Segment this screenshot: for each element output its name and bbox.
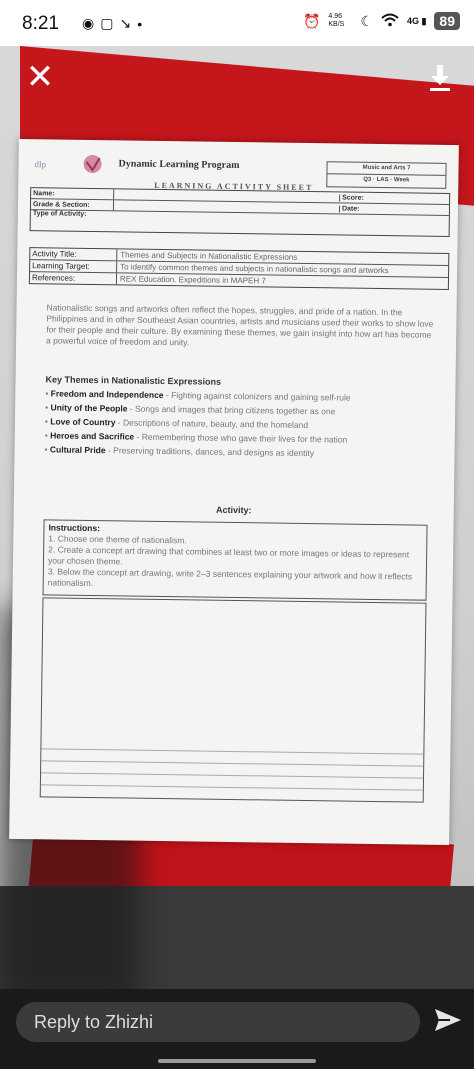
writing-line xyxy=(41,772,423,778)
theme-desc: - Remembering those who gave their lives for the nation xyxy=(134,431,348,445)
theme-desc: - Preserving traditions, dances, and designs as identity xyxy=(105,445,315,459)
alarm-icon: ⏰ xyxy=(302,12,321,29)
theme-name: Cultural Pride xyxy=(49,444,106,456)
instructions-box xyxy=(43,519,428,600)
grade-box xyxy=(326,161,446,189)
theme-name: Heroes and Sacrifice xyxy=(50,430,135,442)
download-icon xyxy=(424,62,456,94)
writing-line xyxy=(41,784,423,790)
grade-box-line2: Q3 · LAS · Week xyxy=(363,176,410,184)
instructions-heading: Instructions: xyxy=(48,522,101,534)
window-icon: ▢ xyxy=(100,15,114,31)
wifi-icon xyxy=(381,13,399,30)
system-icons xyxy=(303,12,460,30)
list-item: • Freedom and Independence - Fighting against colonizers and gaining self-rule xyxy=(45,388,351,403)
image-viewer[interactable] xyxy=(0,46,474,989)
status-time: 8:21 xyxy=(22,13,59,34)
signal-icon: 4G ▮ xyxy=(406,15,427,26)
notification-icons xyxy=(82,15,142,32)
messenger-icon: ◉ xyxy=(82,15,95,31)
drawing-area xyxy=(40,597,427,802)
grade-box-line1: Music and Arts 7 xyxy=(327,162,445,176)
score-group xyxy=(339,194,449,203)
list-item: • Cultural Pride - Preserving traditions, dances, and designs as identity xyxy=(44,444,315,459)
svg-text:dlp: dlp xyxy=(34,159,47,170)
writing-line xyxy=(41,748,423,754)
worksheet-photo xyxy=(9,139,459,845)
moon-icon: ☾ xyxy=(360,12,373,29)
dot-icon: • xyxy=(137,15,143,32)
status-bar xyxy=(0,0,474,46)
table-value: To identify common themes and subjects in nationalistic songs and artworks xyxy=(120,262,389,276)
date-cell xyxy=(380,206,449,207)
table-value: Themes and Subjects in Nationalistic Expressions xyxy=(120,250,298,262)
send-icon xyxy=(432,1004,464,1036)
theme-desc: - Fighting against colonizers and gaining self-rule xyxy=(163,390,351,403)
themes-list xyxy=(44,388,437,463)
table-value: REX Education. Expeditions in MAPEH 7 xyxy=(119,274,266,286)
instruction-step: 1. Choose one theme of nationalism. xyxy=(48,533,187,546)
network-type: 4G xyxy=(406,15,419,26)
program-title: Dynamic Learning Program xyxy=(118,158,240,172)
close-button[interactable] xyxy=(24,58,56,96)
activity-info-table xyxy=(29,247,449,290)
activity-heading: Activity: xyxy=(215,504,252,516)
student-info-form xyxy=(30,187,451,237)
net-speed: 4.96 KB/S xyxy=(328,13,345,28)
score-label: Score: xyxy=(339,194,380,202)
worksheet-header xyxy=(26,145,451,193)
theme-name: Love of Country xyxy=(50,416,116,428)
missed-call-icon: ↘ xyxy=(119,15,132,31)
send-button[interactable] xyxy=(432,1004,464,1036)
sheet-title: LEARNING ACTIVITY SHEET xyxy=(154,180,314,193)
date-group xyxy=(339,205,449,214)
date-label: Date: xyxy=(339,205,380,213)
theme-name: Freedom and Independence xyxy=(50,388,164,401)
list-item: • Love of Country - Descriptions of nature, beauty, and the homeland xyxy=(44,416,309,431)
school-logo-icon xyxy=(30,149,110,180)
table-label: Activity Title: xyxy=(30,248,117,260)
list-item: • Heroes and Sacrifice - Remembering those who gave their lives for the nation xyxy=(44,430,348,445)
instruction-step: 2. Create a concept art drawing that combines at least two or more images or ideas to represent your chosen theme. xyxy=(47,544,410,567)
instruction-step: 3. Below the concept art drawing, write 2–3 sentences explaining your artwork and how it reflects nationalism. xyxy=(47,566,413,589)
score-cell xyxy=(380,195,449,196)
intro-paragraph: Nationalistic songs and artworks often reflect the hopes, struggles, and pride of a nation. In the Philippines and in other Southeast Asian countries, artists and musicians used their works to show love for their people and their culture. By examining these themes, we gain insight into how art has become a powerful voice of freedom and unity. xyxy=(46,302,434,348)
list-item: • Unity of the People - Songs and images that bring citizens together as one xyxy=(45,402,336,417)
name-label: Name: xyxy=(33,189,55,197)
close-icon: ✕ xyxy=(25,58,55,96)
grade-label: Grade & Section: xyxy=(32,200,90,209)
table-label: References: xyxy=(30,272,117,284)
theme-desc: - Descriptions of nature, beauty, and the homeland xyxy=(115,417,309,431)
gesture-nav-bar[interactable] xyxy=(158,1059,316,1063)
theme-name: Unity of the People xyxy=(50,402,128,414)
reply-bar xyxy=(0,989,474,1069)
themes-heading: Key Themes in Nationalistic Expressions xyxy=(45,374,222,387)
table-label: Learning Target: xyxy=(30,260,117,272)
type-cell xyxy=(113,211,449,236)
writing-line xyxy=(41,760,423,766)
reply-input[interactable]: Reply to Zhizhi xyxy=(16,1002,420,1042)
theme-desc: - Songs and images that bring citizens together as one xyxy=(127,403,336,417)
battery-icon: 89 xyxy=(434,12,460,30)
type-label: Type of Activity: xyxy=(32,210,87,218)
download-button[interactable] xyxy=(424,62,456,94)
